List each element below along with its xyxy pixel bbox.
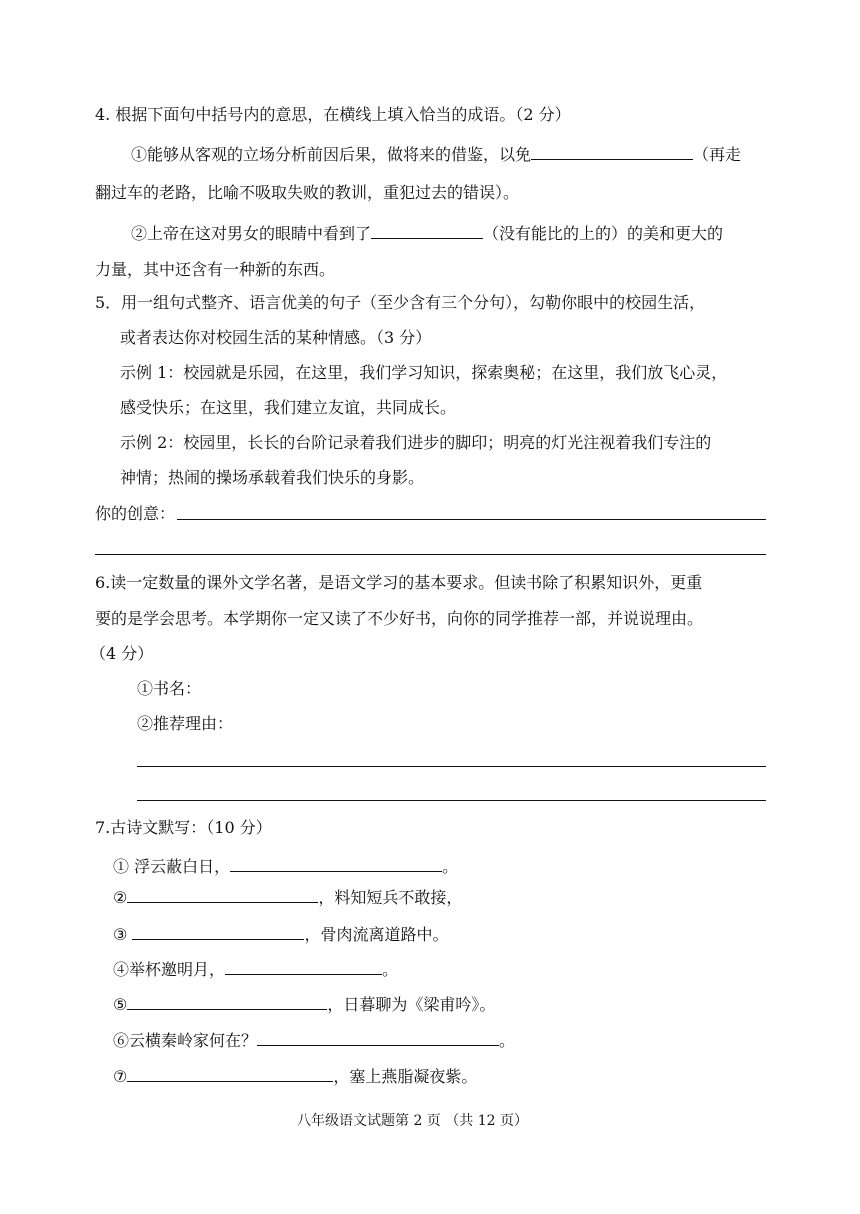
q4-answer-blank-1[interactable] (531, 143, 693, 160)
q5-example-2-line-1: 示例 2：校园里，长长的台阶记录着我们进步的脚印；明亮的灯光注视着我们专注的 (120, 433, 712, 452)
q7-item-5-num: ⑤ (113, 995, 128, 1014)
q6-line-2: 要的是学会思考。本学期你一定又读了不少好书，向你的同学推荐一部，并说说理由。 (95, 609, 704, 628)
q4-s1-tail: （再走 (693, 145, 742, 164)
q6-answer-line-2[interactable] (137, 800, 766, 801)
q6-book-label: ①书名： (137, 679, 202, 698)
q4-sentence-1 (131, 143, 741, 166)
q7-stem: 7.古诗文默写：（10 分） (95, 818, 272, 837)
q4-sentence-2 (131, 222, 723, 245)
q6-line-1: 6.读一定数量的课外文学名著，是语文学习的基本要求。但读书除了积累知识外，更重 (95, 573, 703, 592)
q4-s2-tail: （没有能比的上的）的美和更大的 (483, 224, 724, 243)
q7-item-7-text: ，塞上燕脂凝夜紫。 (333, 1067, 478, 1086)
q7-item-4-text: ④举杯邀明月， (113, 960, 226, 979)
q7-item-3-text: ，骨肉流离道路中。 (304, 925, 449, 944)
q7-item-2-text: ，料知短兵不敢接， (318, 888, 463, 907)
q7-item-3 (113, 923, 448, 946)
q5-answer-line-2[interactable] (95, 554, 766, 555)
q7-item-1 (113, 855, 458, 878)
q7-item-3-num: ③ (113, 925, 133, 944)
q7-blank-3[interactable] (132, 923, 304, 940)
q4-s2-continued: 力量，其中还含有一种新的东西。 (95, 260, 336, 279)
q7-blank-5[interactable] (127, 993, 327, 1010)
q6-reason-label: ②推荐理由： (137, 714, 234, 733)
q7-item-6-text: ⑥云横秦岭家何在？ (113, 1031, 258, 1050)
q7-blank-1[interactable] (230, 855, 442, 872)
q5-stem-line-2: 或者表达你对校园生活的某种情感。（3 分） (120, 328, 432, 347)
page-footer: 八年级语文试题第 2 页 （共 12 页） (297, 1113, 528, 1129)
q7-item-7 (113, 1065, 477, 1088)
q4-stem: 4. 根据下面句中括号内的意思，在横线上填入恰当的成语。（2 分） (95, 105, 571, 124)
q6-score: （4 分） (90, 644, 154, 663)
q5-answer-line-1[interactable] (177, 519, 766, 520)
q7-item-7-num: ⑦ (113, 1067, 128, 1086)
q6-answer-line-1[interactable] (137, 766, 766, 767)
q4-s1-text: ①能够从客观的立场分析前因后果，做将来的借鉴，以免 (131, 145, 532, 164)
q4-s1-continued: 翻过车的老路，比喻不吸取失败的教训，重犯过去的错误）。 (95, 183, 520, 202)
q7-item-4-end: 。 (382, 960, 399, 979)
q7-item-6 (113, 1029, 515, 1052)
q7-item-5-text: ，日暮聊为《梁甫吟》。 (327, 995, 496, 1014)
q5-example-1-line-1: 示例 1：校园就是乐园，在这里，我们学习知识，探索奥秘；在这里，我们放飞心灵， (120, 363, 728, 382)
q7-item-1-end: 。 (442, 857, 459, 876)
q7-item-6-end: 。 (499, 1031, 516, 1050)
q5-answer-label: 你的创意： (95, 504, 176, 523)
q7-blank-6[interactable] (257, 1029, 499, 1046)
q7-item-2 (113, 886, 462, 909)
q5-example-1-line-2: 感受快乐；在这里，我们建立友谊，共同成长。 (120, 398, 457, 417)
q7-blank-4[interactable] (225, 958, 382, 975)
q7-item-5 (113, 993, 495, 1016)
q5-stem-line-1: 5．用一组句式整齐、语言优美的句子（至少含有三个分句），勾勒你眼中的校园生活， (95, 293, 706, 312)
q7-blank-2[interactable] (127, 886, 318, 903)
q7-item-2-num: ② (113, 888, 128, 907)
q7-item-1-text: ① 浮云蔽白日， (113, 857, 231, 876)
q4-s2-text: ②上帝在这对男女的眼睛中看到了 (131, 224, 372, 243)
q7-blank-7[interactable] (127, 1065, 333, 1082)
q4-answer-blank-2[interactable] (371, 222, 483, 239)
q5-example-2-line-2: 神情；热闹的操场承载着我们快乐的身影。 (120, 468, 425, 487)
q7-item-4 (113, 958, 398, 981)
